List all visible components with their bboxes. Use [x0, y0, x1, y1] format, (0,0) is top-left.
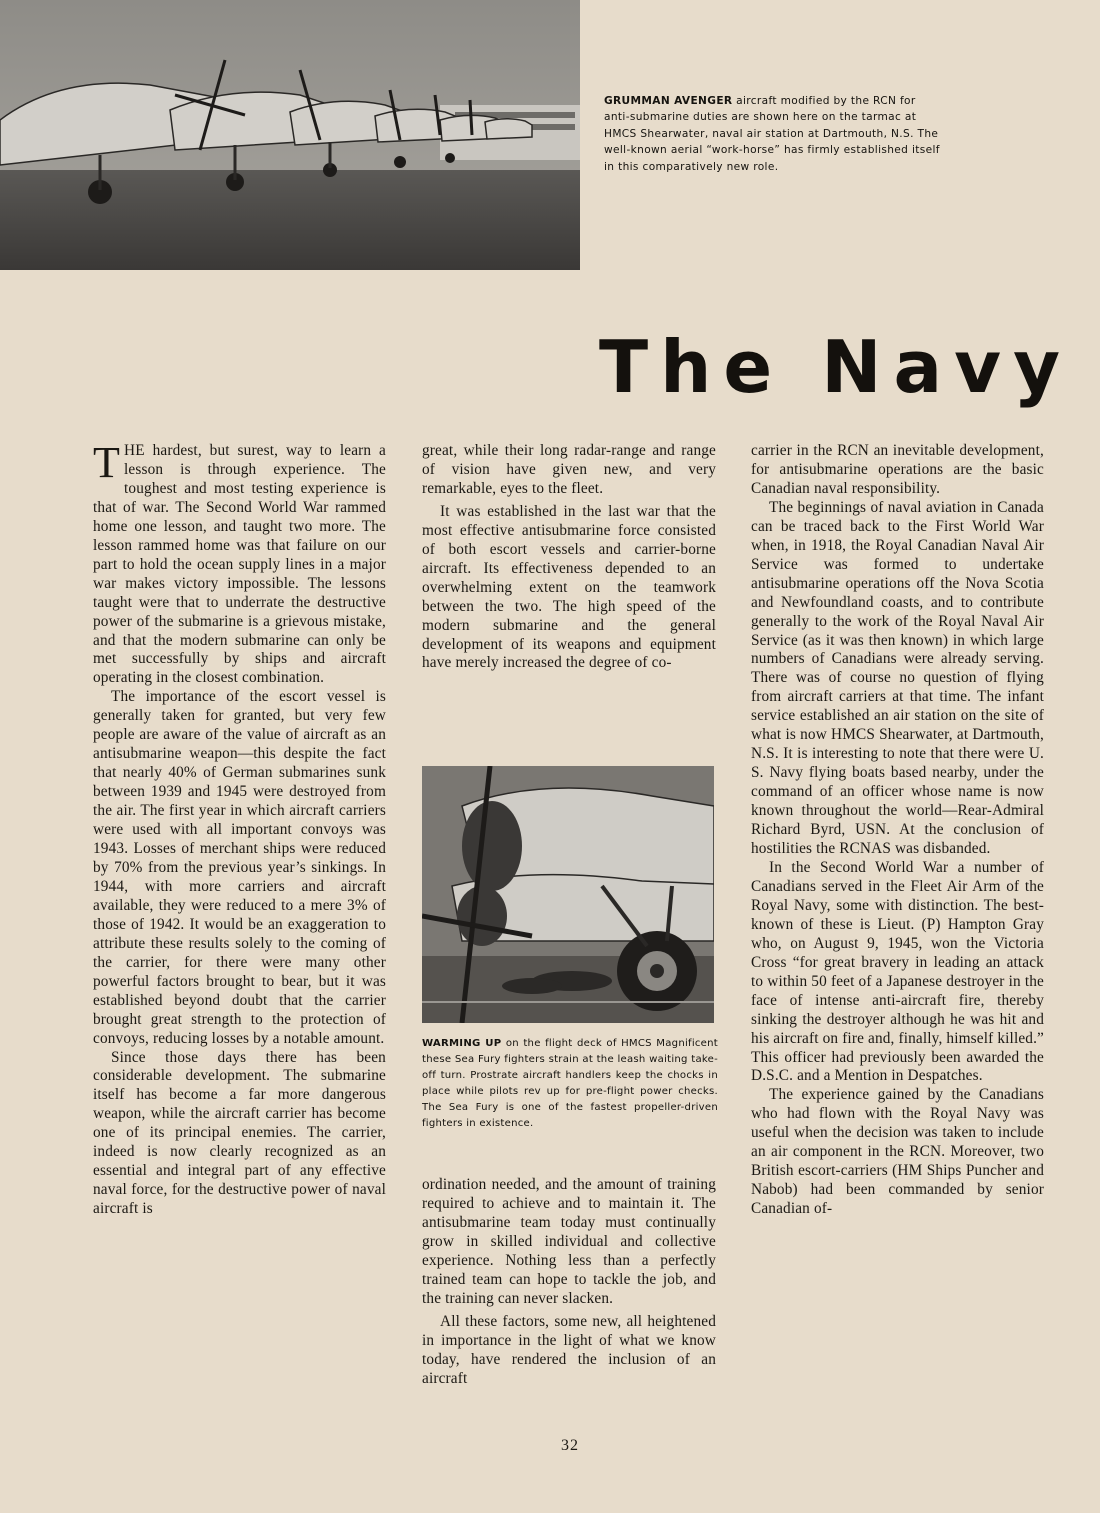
aircraft-line-image — [0, 0, 580, 270]
article-column-2-bottom — [422, 1176, 716, 1388]
paragraph: ordination needed, and the amount of training required to achieve and to maintain it. The antisubmarine team today must continually grow in skilled individual and collective experience. Nothing less than a perfectly trained team can hope to tackle the job, and the training can never slacken. — [422, 1176, 716, 1307]
middle-photo-caption — [422, 1036, 718, 1132]
paragraph: carrier in the RCN an inevitable development, for antisubmarine operations are the basic Canadian naval responsibility. — [751, 442, 1044, 497]
caption-text: on the flight deck of HMCS Magnificent these Sea Fury fighters strain at the leash waiting take-off turn. Prostrate aircraft handlers keep the chocks in place while pilots rev up for pre-flight power checks. The Sea Fury is one of the fastest propeller-driven fighters in existence. — [422, 1038, 718, 1129]
paragraph: Since those days there has been considerable development. The submarine itself has become a far more dangerous weapon, while the aircraft carrier has become one of its principal enemies. The carrier, indeed is now clearly recognized as an essential and integral part of any effective naval force, for the destructive power of naval aircraft is — [93, 1048, 386, 1218]
caption-text: aircraft modified by the RCN for anti-submarine duties are shown here on the tarmac at HMCS Shearwater, naval air station at Dartmouth, N.S. The well-known aerial “work-horse” has firmly established itself in this comparatively new role. — [604, 95, 940, 173]
paragraph: It was established in the last war that the most effective antisubmarine force consisted of both escort vessels and carrier-borne aircraft. Its effectiveness depended to an overwhelming extent on the teamwork between the two. The high speed of the modern submarine and the general development of its weapons and equipment have merely increased the degree of co- — [422, 502, 716, 672]
paragraph: The beginnings of naval aviation in Canada can be traced back to the First World War when, in 1918, the Royal Canadian Naval Air Service was formed to undertake antisubmarine operations off the Nova Scotia and Newfoundland coasts, and to contribute generally to the work of the Royal Naval Air Service (as it was then known) in which large numbers of Canadians were already serving. There was of course no question of flying from aircraft carriers at that time. The infant service established an air station on the site of what is now HMCS Shearwater, at Dartmouth, N.S. It is interesting to note that there were U. S. Navy flying boats based nearby, under the command of an officer whose name is now known throughout the world—Rear-Admiral Richard Byrd, USN. At the conclusion of hostilities the RCNAS was disbanded. — [751, 498, 1044, 858]
top-photo-caption — [604, 93, 944, 175]
page-number: 32 — [561, 1437, 579, 1454]
sea-fury-image — [422, 766, 714, 1023]
grumman-avenger-aircraft-photo — [0, 0, 580, 270]
paragraph-text: HE hardest, but surest, way to learn a lesson is through experience. The toughest and most testing experience is that of war. The Second World War rammed home one lesson, and taught two more. The lesson rammed home was that failure on our part to hold the ocean supply lines in a major war makes victory impossible. The lessons taught were that to underrate the destructive power of the submarine is a grievous mistake, and that the modern submarine can only be met successfully by ships and aircraft operating in the closest combination. — [93, 442, 386, 687]
paragraph: The experience gained by the Canadians who had flown with the Royal Navy was useful when the decision was taken to include an air component in the RCN. Moreover, two British escort-carriers (HM Ships Puncher and Nabob) had been commanded by senior Canadian of- — [751, 1086, 1044, 1218]
drop-cap: T — [93, 438, 121, 487]
paragraph — [93, 438, 386, 688]
article-column-3 — [751, 442, 1044, 1219]
article-column-1 — [93, 438, 386, 1219]
paragraph: great, while their long radar-range and range of vision have given new, and very remarkable, eyes to the fleet. — [422, 442, 716, 497]
article-headline: The Navy — [599, 325, 1072, 409]
paragraph: In the Second World War a number of Canadians served in the Fleet Air Arm of the Royal Navy, some with distinction. The best-known of these is Lieut. (P) Hampton Gray who, on August 9, 1945, won the Victoria Cross “for great bravery in leading an attack to within 50 feet of a Japanese destroyer in the face of intense anti-aircraft fire, thereby sinking the destroyer although he was hit and his aircraft on fire and, finally, himself killed.” This officer had previously been awarded the D.S.C. and a Mention in Despatches. — [751, 858, 1044, 1085]
article-column-2-top — [422, 442, 716, 673]
caption-lead: GRUMMAN AVENGER — [604, 95, 733, 107]
caption-lead: WARMING UP — [422, 1038, 502, 1049]
paragraph: The importance of the escort vessel is generally taken for granted, but very few people are aware of the value of aircraft as an antisubmarine weapon—this despite the fact that nearly 40% of German submarines sunk between 1939 and 1945 were destroyed from the air. The first year in which aircraft carriers were used with all important convoys was 1943. Losses of merchant ships were reduced by 70% from the previous year’s sinkings. In 1944, with more carriers and aircraft available, they were reduced to a mere 3% of those of 1942. It would be an exaggeration to attribute these results solely to the coming of the carrier, for there were many other powerful factors brought to bear, but it was established beyond doubt that the carrier brought great strength to the protection of convoys, reducing losses by a notable amount. — [93, 688, 386, 1047]
paragraph: All these factors, some new, all heightened in importance in the light of what we know today, have rendered the inclusion of an aircraft — [422, 1312, 716, 1387]
sea-fury-fighters-photo — [422, 766, 714, 1023]
